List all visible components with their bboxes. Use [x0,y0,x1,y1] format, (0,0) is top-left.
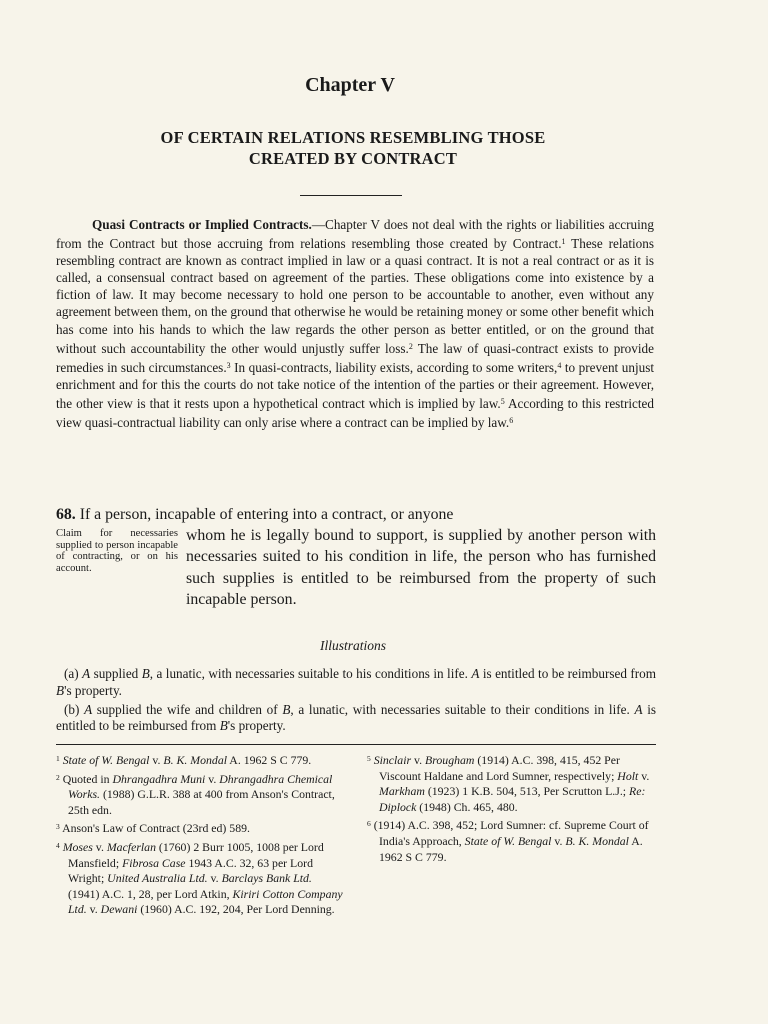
run-head: Quasi Contracts or Implied Contracts. [92,217,312,232]
illustrations-title: Illustrations [319,638,386,653]
versus: v. [638,768,650,783]
case-name: B. K. Mondal [565,833,629,848]
party-a: A [84,701,93,717]
intro-text-6: According to this restricted view quasi-contractual liability can only arise where a contract can be implied by law. [56,395,654,431]
section-first-line [56,504,656,525]
case-name: State of W. Bengal [464,833,552,848]
case-name: Sinclair [373,753,412,767]
citation: (1941) A.C. 1, 28, per Lord Atkin, [68,886,233,901]
intro-text-3: The law of quasi-contract exists to provide remedies in such circumstances. [56,340,654,375]
citation: (1988) G.L.R. 388 at 400 from Anson's Contract, 25th edn. [68,787,335,817]
case-name: Holt [617,768,639,783]
footnote-divider [56,744,656,745]
section-68 [56,504,656,610]
footnote-6 [367,816,656,865]
footnote-ref-4[interactable]: 4 [557,360,562,370]
illustration-text: 's property. [227,718,286,734]
illustration-b [56,702,656,736]
section-body-text: whom he is legally bound to support, is supplied by another person with necessaries suited to his condition in life, the person who has furnished such supplies is entitled to be reimbursed from the property of such incapable person. [186,527,656,608]
illustration-b-label: (b) [64,701,85,717]
illustration-text: 's property. [64,682,122,698]
versus: v. [149,753,164,767]
footnotes [56,751,656,919]
case-name: B. K. Mondal [163,753,227,767]
case-name: Macferlan [106,839,156,854]
party-a: A [634,701,643,717]
case-name: Re: Diplock [379,784,646,814]
case-name: Markham [379,784,425,799]
intro-text-1: —Chapter V does not deal with the rights or liabilities accruing from the Contract but those accruing from relations resembling those created by Contract. [56,217,654,252]
footnote-mark: 3 [56,822,60,832]
section-first-line-text: If a person, incapable of entering into a contract, or anyone [75,506,454,523]
footnote-ref-3[interactable]: 3 [226,360,231,370]
footnote-ref-5[interactable]: 5 [500,396,505,406]
citation: (1948) Ch. 465, 480. [416,799,518,814]
illustrations [56,666,656,737]
versus: v. [207,871,222,886]
citation: (1914) A.C. 398, 415, 452 Per Viscount Haldane and Lord Sumner, respectively; [379,753,620,783]
citation: Quoted in [62,771,113,786]
heading-divider [300,195,402,196]
chapter-title: Chapter V [305,74,395,96]
party-a: A [471,666,480,681]
illustration-text: , a lunatic, with necessaries suitable to his conditions in life. [149,666,472,681]
party-a: A [82,666,91,681]
footnote-3 [56,819,345,837]
footnote-mark: 5 [367,754,371,763]
party-b: B [282,701,291,717]
footnote-2 [56,770,345,819]
footnote-mark: 4 [56,840,60,850]
illustration-text: supplied [90,666,142,681]
footnote-1 [56,751,345,769]
party-b: B [141,666,150,681]
illustration-a [56,666,656,700]
citation: (1914) A.C. 398, 452; Lord Sumner: cf. Supreme Court of India's Approach, [373,818,649,848]
case-name: Barclays Bank Ltd. [221,871,312,886]
case-name: Dhrangadhra Muni [112,771,206,786]
illustration-a-label: (a) [64,666,83,681]
citation: 1943 A.C. 32, 63 per Lord Wright; [68,855,313,886]
illustration-text: , a lunatic, with necessaries suitable to their conditions in life. [290,701,635,717]
intro-text-2: These relations resembling contract are known as contract implied in law or a quasi contract. It is not a real contract or as it is called, a consensual contract based on agreement of the parties. These obligations come into existence by a fiction of law. It may become necessary to hold one person to be accountable to another, even without any agreement between them, on the ground that otherwise he would be retaining money or some other benefit which has come into his hands to which the law regards the other person as better entitled, or on the ground that without such accountability the other would unjustly suffer loss. [56,236,654,356]
intro-paragraph [56,216,654,431]
chapter-heading [0,127,706,169]
citation: (1760) 2 Burr 1005, 1008 per Lord Mansfield; [68,839,324,870]
case-name: Dhrangadhra Chemical Works. [68,771,333,802]
case-name: Dewani [100,902,138,917]
citation: Anson's Law of Contract (23rd ed) 589. [62,821,250,836]
party-b: B [56,682,65,698]
chapter-heading-line-1: OF CERTAIN RELATIONS RESEMBLING THOSE [160,128,546,147]
illustration-text: is entitled to be reimbursed from [56,701,657,734]
illustration-text: is entitled to be reimbursed from [479,666,657,681]
footnote-mark: 2 [56,772,60,782]
versus: v. [86,902,101,917]
case-name: Brougham [425,753,475,767]
case-name: United Australia Ltd. [107,871,208,886]
marginal-note: Claim for necessaries supplied to person incapable of contracting, or on his account. [56,528,178,574]
footnote-mark: 6 [367,819,371,829]
footnote-4 [56,838,345,918]
citation: A. 1962 S C 779. [379,833,643,864]
illustration-text: supplied the wife and children of [92,701,283,717]
intro-text-4: In quasi-contracts, liability exists, according to some writers, [230,359,558,375]
footnote-ref-1[interactable]: 1 [561,237,566,247]
versus: v. [411,753,426,767]
versus: v. [551,833,566,848]
case-name: State of W. Bengal [62,753,150,767]
versus: v. [92,839,107,854]
case-name: Kiriri Cotton Company Ltd. [68,886,343,917]
party-b: B [219,718,228,734]
footnote-mark: 1 [56,754,60,763]
versus: v. [205,771,220,786]
footnotes-right-column [367,751,656,919]
citation: A. 1962 S C 779. [227,753,312,767]
case-name: Fibrosa Case [122,855,186,870]
footnote-5 [367,751,656,815]
citation: (1960) A.C. 192, 204, Per Lord Denning. [137,902,335,917]
case-name: Moses [62,839,93,854]
section-number: 68. [56,506,76,523]
footnote-ref-6[interactable]: 6 [509,416,514,426]
citation: (1923) 1 K.B. 504, 513, Per Scrutton L.J.; [424,784,630,799]
intro-text-5: to prevent unjust enrichment and for this the courts do not take notice of the intention of the parties or their agreement. However, the other view is that it rests upon a hypothetical contract which is implied by law. [56,359,654,411]
chapter-heading-line-2: CREATED BY CONTRACT [248,149,458,168]
footnotes-left-column [56,751,345,919]
footnote-ref-2[interactable]: 2 [408,341,413,351]
